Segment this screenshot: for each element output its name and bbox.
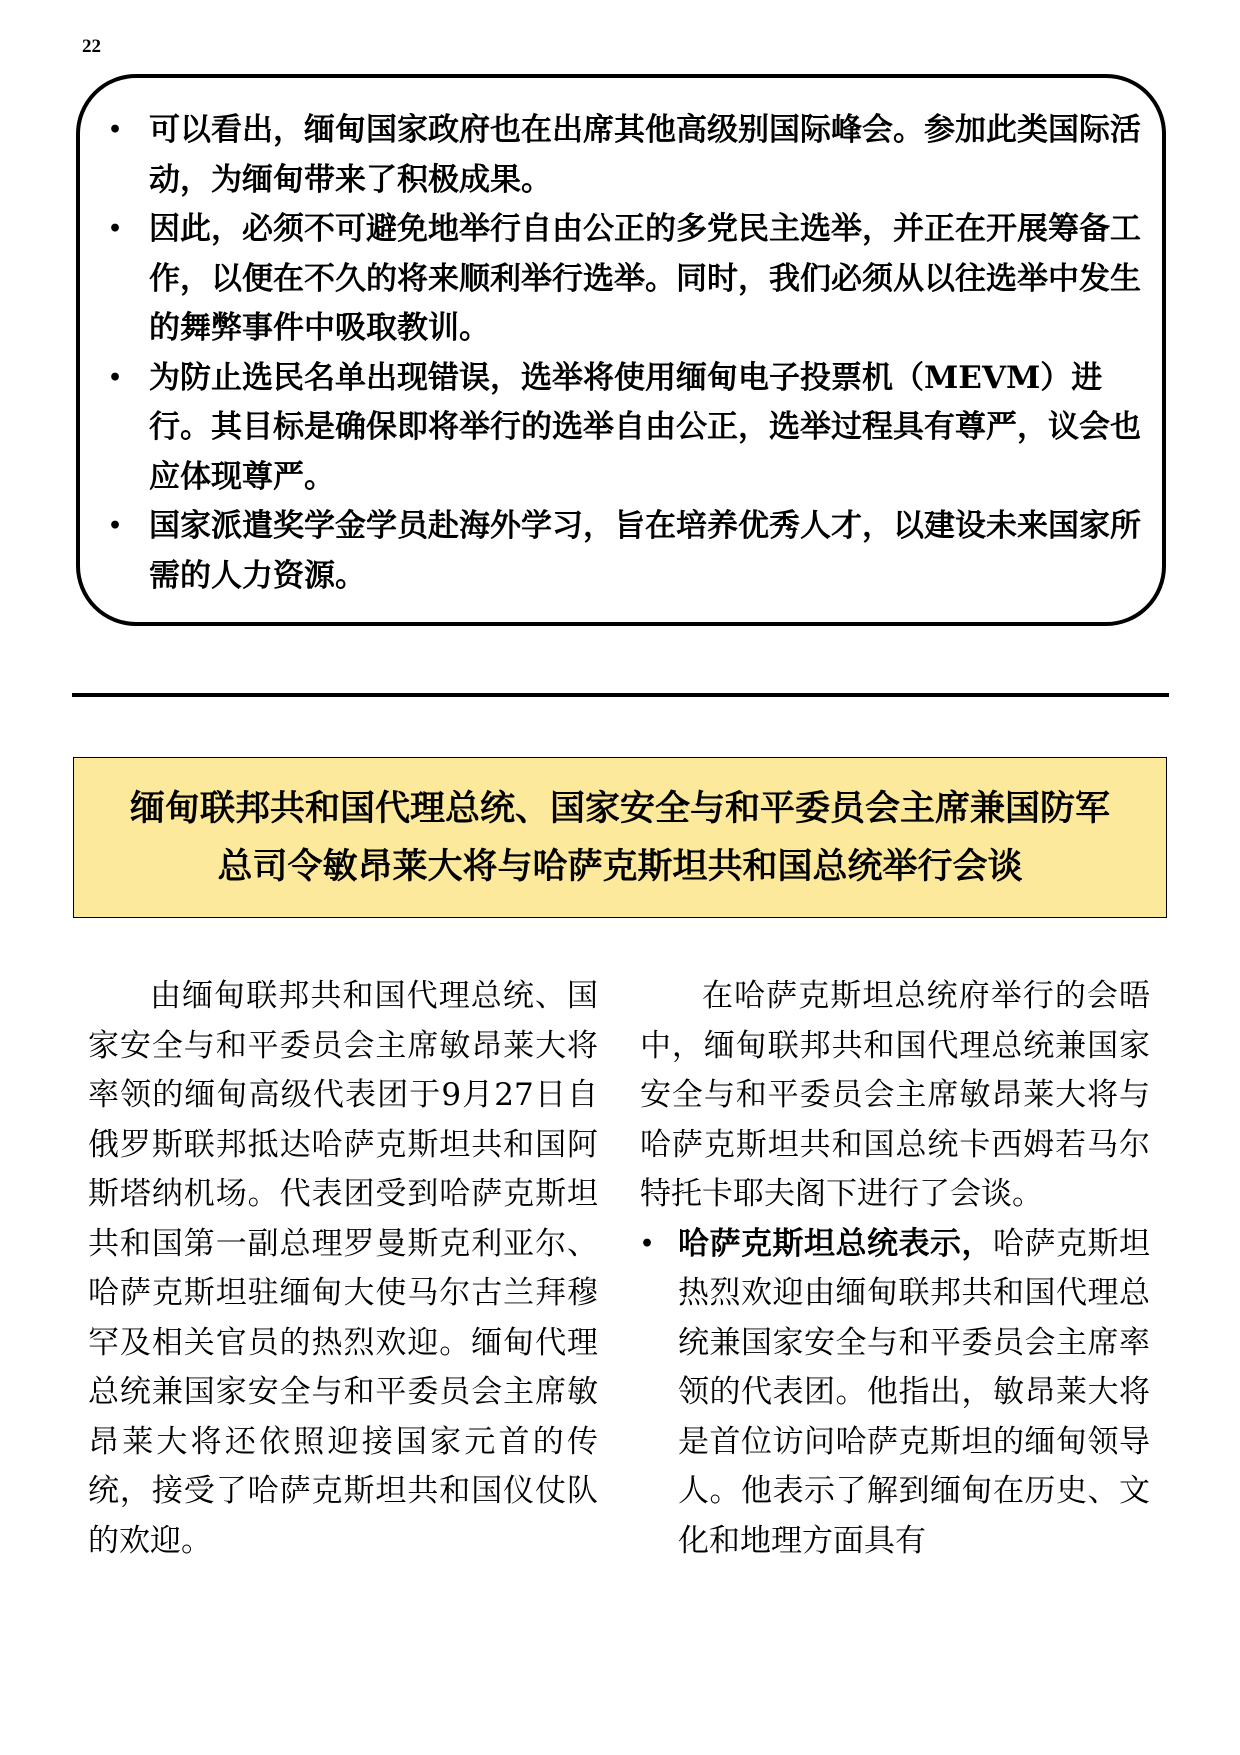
right-column [640, 972, 1150, 1566]
summary-point-text: 国家派遣奖学金学员赴海外学习，旨在培养优秀人才，以建设未来国家所需的人力资源。 [149, 508, 1141, 594]
left-column-paragraph: 由缅甸联邦共和国代理总统、国家安全与和平委员会主席敏昂莱大将率领的缅甸高级代表团于9月27日自俄罗斯联邦抵达哈萨克斯坦共和国阿斯塔纳机场。代表团受到哈萨克斯坦共和国第一副总理罗曼斯克利亚尔、哈萨克斯坦驻缅甸大使马尔古兰拜穆罕及相关官员的热烈欢迎。缅甸代理总统兼国家安全与和平委员会主席敏昂莱大将还依照迎接国家元首的传统，接受了哈萨克斯坦共和国仪仗队的欢迎。 [88, 978, 598, 1559]
summary-point-text: 可以看出，缅甸国家政府也在出席其他高级别国际峰会。参加此类国际活动，为缅甸带来了积极成果。 [149, 112, 1141, 198]
bullet-icon: • [108, 117, 123, 143]
summary-point-text: 因此，必须不可避免地举行自由公正的多党民主选举，并正在开展筹备工作，以便在不久的将来顺利举行选举。同时，我们必须从以往选举中发生的舞弊事件中吸取教训。 [149, 211, 1141, 346]
list-item [80, 502, 1160, 601]
summary-box [76, 74, 1166, 626]
bullet-icon: • [640, 1230, 655, 1257]
bullet-icon: • [108, 216, 123, 242]
headline-box [73, 757, 1167, 918]
list-item [80, 354, 1160, 503]
headline-line-1: 缅甸联邦共和国代理总统、国家安全与和平委员会主席兼国防军 [129, 787, 1110, 829]
list-item [80, 106, 1160, 205]
bullet-icon: • [108, 364, 123, 391]
left-column [88, 972, 598, 1566]
bullet-text: 哈萨克斯坦热烈欢迎由缅甸联邦共和国代理总统兼国家安全与和平委员会主席率领的代表团。他指出，敏昂莱大将是首位访问哈萨克斯坦的缅甸领导人。他表示了解到缅甸在历史、文化和地理方面具有 [678, 1225, 1150, 1559]
right-column-bullet [640, 1220, 1150, 1567]
article-headline [95, 780, 1145, 896]
bullet-icon: • [108, 513, 123, 539]
section-divider [72, 693, 1169, 697]
right-column-paragraph: 在哈萨克斯坦总统府举行的会晤中，缅甸联邦共和国代理总统兼国家安全与和平委员会主席敏昂莱大将与哈萨克斯坦共和国总统卡西姆若马尔特托卡耶夫阁下进行了会谈。 [640, 978, 1150, 1212]
headline-line-2: 总司令敏昂莱大将与哈萨克斯坦共和国总统举行会谈 [217, 845, 1023, 887]
page-number: 22 [82, 36, 101, 57]
summary-list [80, 106, 1162, 601]
list-item [80, 205, 1160, 354]
bullet-lead: 哈萨克斯坦总统表示， [678, 1225, 993, 1262]
summary-point-text: 为防止选民名单出现错误，选举将使用缅甸电子投票机（MEVM）进行。其目标是确保即将举行的选举自由公正，选举过程具有尊严，议会也应体现尊严。 [149, 359, 1141, 495]
